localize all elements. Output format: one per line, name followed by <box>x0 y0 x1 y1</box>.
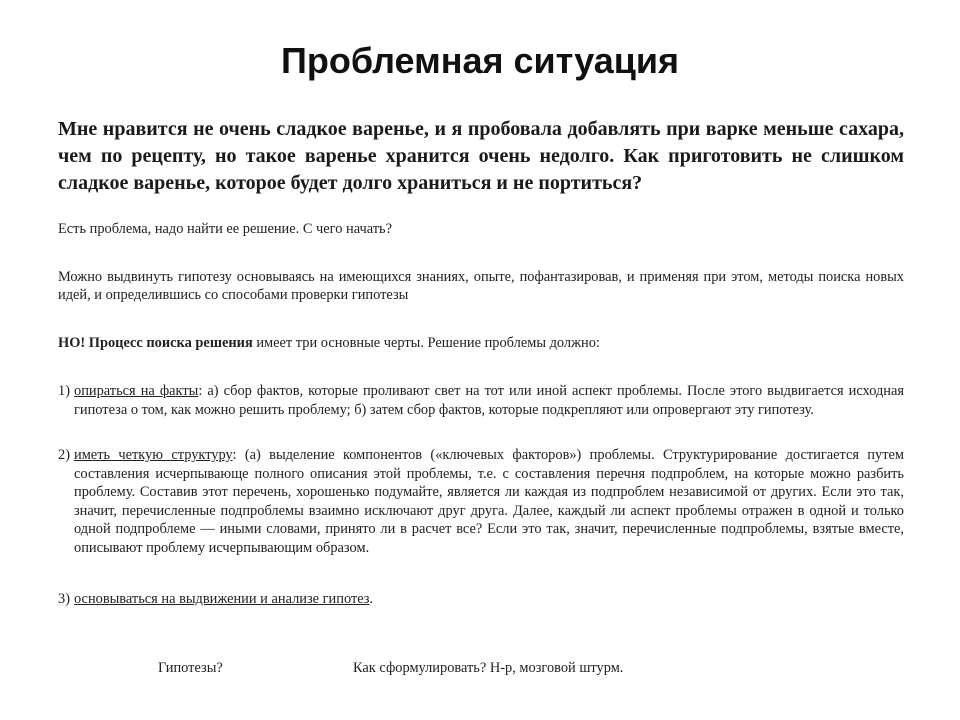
list-item-body: . <box>369 591 374 607</box>
list-item <box>58 590 904 609</box>
list-item-text <box>74 382 904 419</box>
footer-hypotheses: Гипотезы? <box>158 660 223 676</box>
process-rest: имеет три основные черты. Решение проблемы должно: <box>252 335 600 351</box>
list-item-body: : (а) выделение компонентов («ключевых факторов») проблемы. Структурирование достигается путем составления исчерпывающе полного описания этой проблемы, т.е. с составления перечня подпроблем, на которые можно разбить проблему. Составив этот перечень, хорошенько подумайте, является ли каждая из подпроблем независимой от других. Если это так, значит, перечисленные подпроблемы взаимно исключают друг друга. Далее, каждый ли аспект проблемы отражен в одной и только одной подпроблеме — иными словами, принято ли в расчет все? Если это так, значит, перечисленные подпроблемы, взятые вместе, описывают проблему исчерпывающим образом. <box>74 447 904 556</box>
footer-brainstorm: Как сформулировать? Н-р, мозговой штурм. <box>353 660 624 676</box>
list-item-text <box>74 446 904 558</box>
list-item-heading: опираться на факты <box>74 383 199 399</box>
slide-title: Проблемная ситуация <box>280 40 680 81</box>
list-item-number: 1) <box>58 383 70 399</box>
paragraph-process <box>58 334 904 352</box>
list-item-heading: основываться на выдвижении и анализе гипотез <box>74 591 370 607</box>
process-emphasis: НО! Процесс поиска решения <box>58 335 253 351</box>
list-item <box>58 446 904 558</box>
paragraph-question: Есть проблема, надо найти ее решение. С чего начать? <box>58 221 392 237</box>
list-item-heading: иметь четкую структуру <box>74 447 233 463</box>
list-item-number: 2) <box>58 447 70 463</box>
list-item <box>58 382 904 419</box>
problem-statement: Мне нравится не очень сладкое варенье, и я пробовала добавлять при варке меньше сахара, чем по рецепту, но такое варенье хранится очень недолго. Как приготовить не слишком сладкое варенье, которое будет долго храниться и не портиться? <box>58 118 904 194</box>
list-item-number: 3) <box>58 591 70 607</box>
list-item-text <box>74 590 904 609</box>
list-item-body: : а) сбор фактов, которые проливают свет на тот или иной аспект проблемы. После этого выдвигается исходная гипотеза о том, как можно решить проблему; б) затем сбор фактов, которые подкрепляют или опровергают эту гипотезу. <box>74 383 905 418</box>
paragraph-hypothesis: Можно выдвинуть гипотезу основываясь на имеющихся знаниях, опыте, пофантазировав, и применяя при этом, методы поиска новых идей, и определившись со способами проверки гипотезы <box>58 269 904 303</box>
